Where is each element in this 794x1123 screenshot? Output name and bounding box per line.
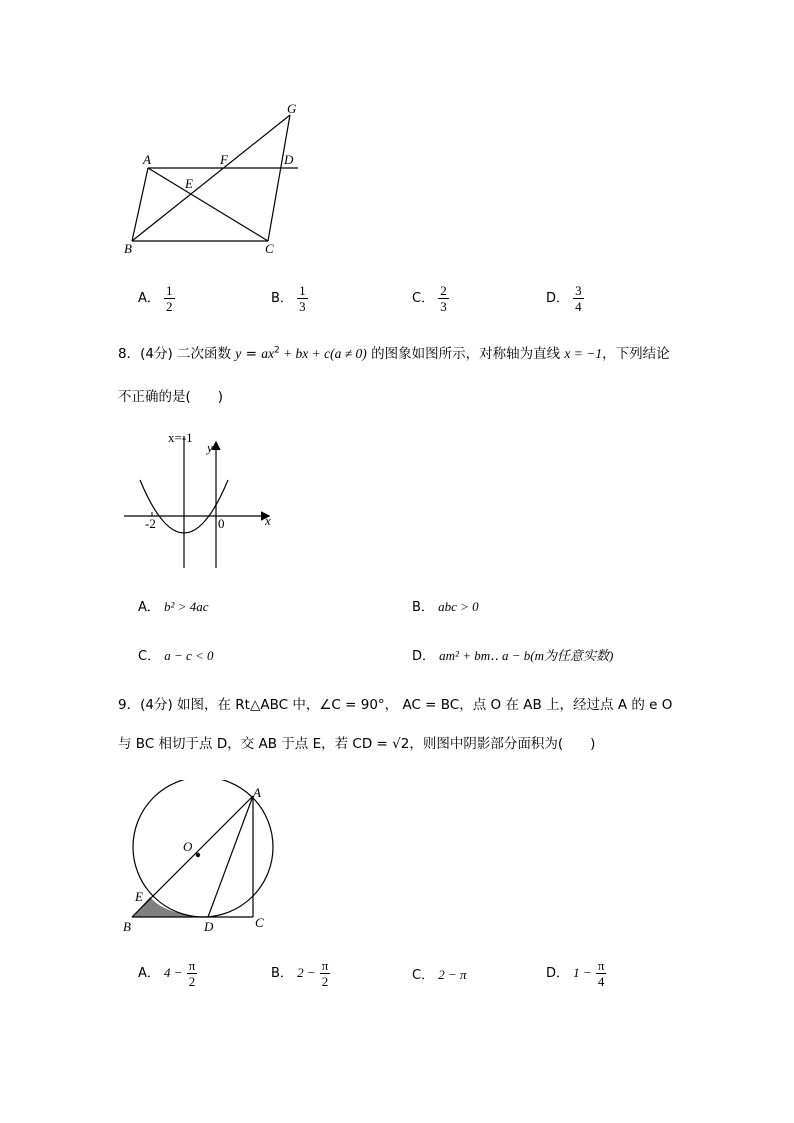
q9-option-c[interactable]: C． 2 − π [412,967,467,983]
q8-line1: 8．(4分) 二次函数 $y = ax^2$ + bx + c(a ≠ 0) 的图象如图所示，对称轴为直线 x = −1，下列结论 [118,345,670,362]
q7-option-c[interactable]: C． $\frac{2}{3}$ [412,283,447,314]
q8-option-a[interactable]: A． b² > 4ac [138,599,209,615]
label-B: B [123,919,131,934]
label-y: y [207,440,213,455]
label-G: G [287,101,297,116]
label-C: C [255,915,264,930]
fraction: $\frac{\pi}{2}$ [188,958,196,989]
label-D: D [204,919,214,934]
figure-circle-triangle [118,780,288,935]
center-dot [196,853,200,857]
label-neg2: -2 [145,516,156,531]
q8-option-c[interactable]: C． a − c < 0 [138,648,214,664]
label-A: A [143,152,151,167]
label-zero: 0 [218,516,225,531]
label-F: F [220,152,228,167]
segment-AB [132,796,253,917]
label-E: E [185,176,193,191]
figure-parabola [118,428,283,573]
label-axis-eq: x=-1 [168,430,193,445]
label-D: D [284,152,294,167]
q7-option-d[interactable]: D． $\frac{3}{4}$ [546,283,582,314]
fraction: $\frac{1}{2}$ [166,283,173,314]
segment-AC [148,168,268,241]
label-A: A [253,785,261,800]
q8-option-b[interactable]: B． abc > 0 [412,599,479,615]
figure-parallelogram [110,95,320,260]
q9-option-d[interactable]: D． 1 − $\frac{\pi}{4}$ [546,958,605,989]
label-C: C [265,241,274,256]
label-E: E [135,889,143,904]
q8-line2: 不正确的是( ) [118,389,224,405]
fraction: $\frac{3}{4}$ [575,283,582,314]
q9-option-b[interactable]: B． 2 − $\frac{\pi}{2}$ [271,958,329,989]
fraction: $\frac{1}{3}$ [299,283,306,314]
label-B: B [124,241,132,256]
label-O: O [183,839,193,854]
q9-line1: 9．(4分) 如图，在 Rt△ABC 中，∠C = 90°， AC = BC，点 O 在 AB 上，经过点 A 的 e O [118,697,673,713]
fraction: $\frac{\pi}{4}$ [597,958,605,989]
q9-option-a[interactable]: A． 4 − $\frac{\pi}{2}$ [138,958,196,989]
segment-BG [132,115,290,241]
q9-line2: 与 BC 相切于点 D，交 AB 于点 E，若 CD = √2，则图中阴影部分面积为( ) [118,736,596,752]
fraction: $\frac{2}{3}$ [440,283,447,314]
label-x: x [265,513,271,528]
circle-O [133,780,273,917]
q8-option-d[interactable]: D． am² + bm‥ a − b(m为任意实数) [412,648,614,664]
fraction: $\frac{\pi}{2}$ [321,958,329,989]
q7-option-b[interactable]: B． $\frac{1}{3}$ [271,283,306,314]
segment-CG [268,115,290,241]
segment-AD [208,796,253,917]
shaded-region [132,897,208,917]
q7-option-a[interactable]: A． $\frac{1}{2}$ [138,283,173,314]
